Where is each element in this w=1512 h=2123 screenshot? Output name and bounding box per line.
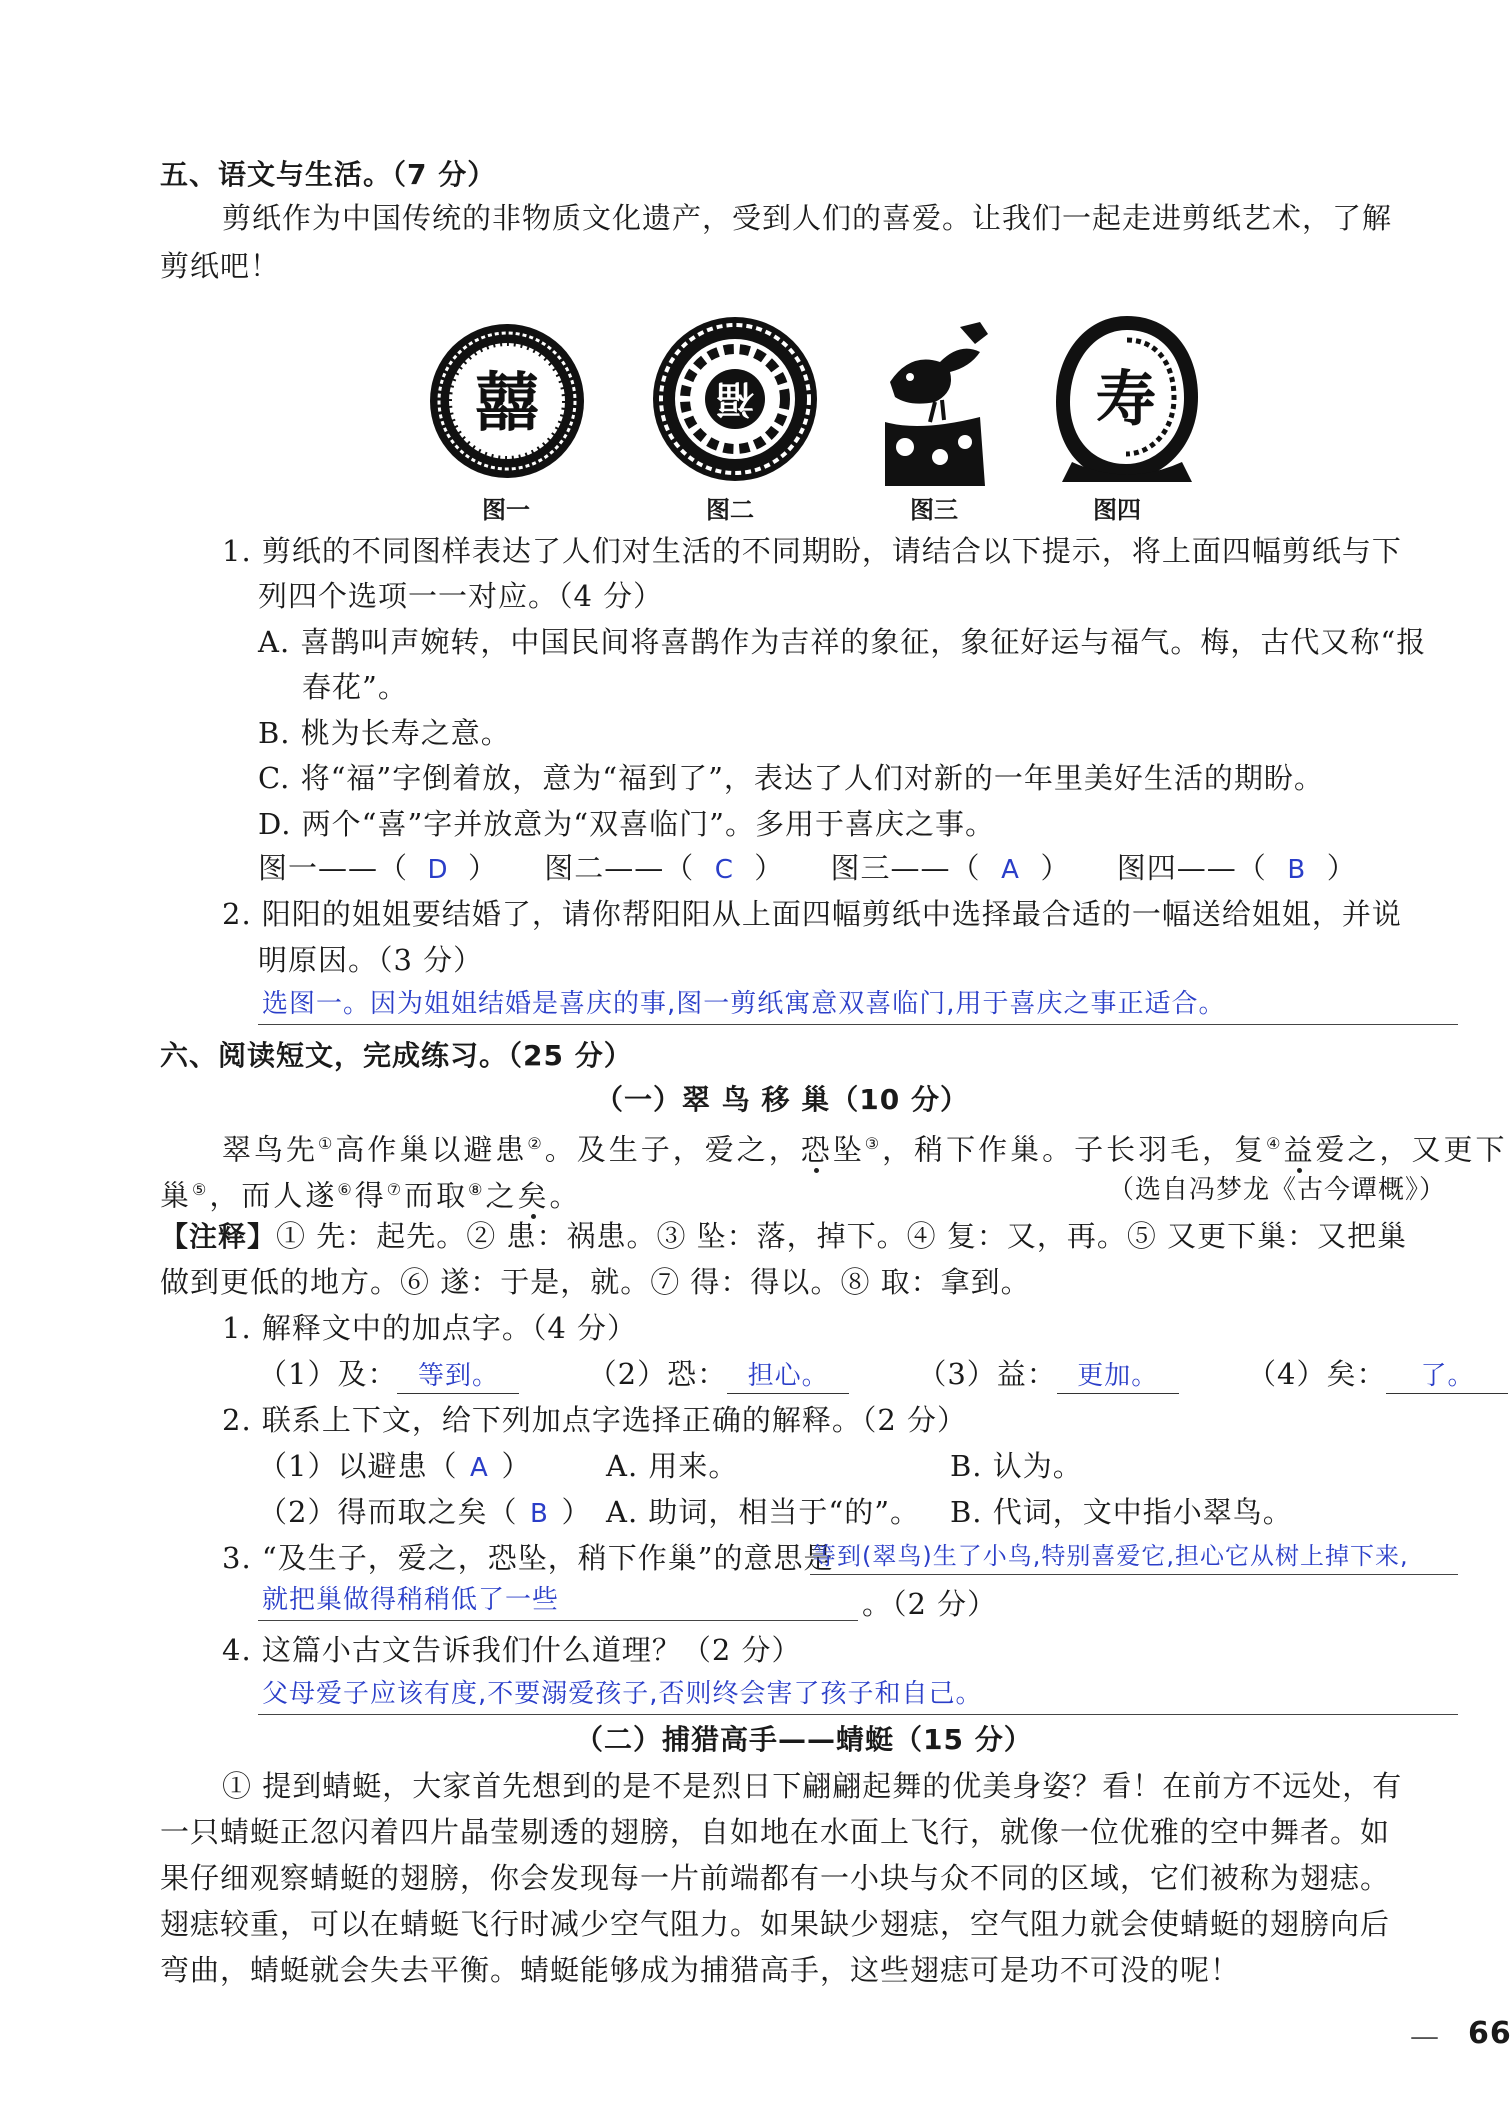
match-4: 图四——（ B ） — [1117, 851, 1357, 885]
s6-q2-row2-optB: B. 代词，文中指小翠鸟。 — [950, 1495, 1293, 1529]
section5-intro-line1: 剪纸作为中国传统的非物质文化遗产，受到人们的喜爱。让我们一起走进剪纸艺术，了解 — [222, 201, 1393, 235]
q3-line1 — [810, 1574, 1458, 1575]
s6-q4: 4. 这篇小古文告诉我们什么道理？（2 分） — [222, 1633, 802, 1667]
match-2-answer: C — [714, 855, 734, 885]
notes-label: 【注释】 — [160, 1220, 277, 1253]
passage2-line5: 弯曲，蜻蜓就会失去平衡。蜻蜓能够成为捕猎高手，这些翅痣可是功不可没的呢！ — [160, 1953, 1241, 1987]
option-a-line2: 春花”。 — [302, 670, 408, 704]
match-1-answer: D — [427, 855, 449, 885]
passage1-title: （一）翠 鸟 移 巢（10 分） — [595, 1083, 969, 1116]
shou-char: 寿 — [1096, 365, 1156, 435]
q2-answer-1: A — [470, 1453, 489, 1483]
passage2-title: （二）捕猎高手——蜻蜓（15 分） — [575, 1723, 1033, 1756]
caption-4: 图四 — [1093, 496, 1141, 524]
q1-blank-1[interactable]: 等到。 — [397, 1359, 519, 1394]
passage2-line4: 翅痣较重，可以在蜻蜓飞行时减少空气阻力。如果缺少翅痣，空气阻力就会使蜻蜓的翅膀向后 — [160, 1907, 1391, 1941]
passage2-line2: 一只蜻蜓正忽闪着四片晶莹剔透的翅膀，自如地在水面上飞行，就像一位优雅的空中舞者。如 — [160, 1815, 1391, 1849]
passage1-line1: 翠鸟先①高作巢以避患②。及生子，爱之，恐坠③，稍下作巢。子长羽毛，复④益爱之，又更下 — [222, 1132, 1508, 1167]
page-number: 66 — [1468, 2016, 1512, 2051]
answer-line — [258, 1024, 1458, 1025]
notes-line2: 做到更低的地方。⑥ 遂：于是，就。⑦ 得：得以。⑧ 取：拿到。 — [160, 1265, 1031, 1299]
s6-q2-row2-optA: A. 助词，相当于“的”。 — [606, 1495, 921, 1529]
papercut-image-1 — [428, 322, 586, 480]
s5-q1-line1: 1. 剪纸的不同图样表达了人们对生活的不同期盼，请结合以下提示，将上面四幅剪纸与下 — [222, 534, 1402, 568]
q1-blank-4[interactable]: 了。 — [1386, 1359, 1508, 1394]
passage2-line3: 果仔细观察蜻蜓的翅膀，你会发现每一片前端都有一小块与众不同的区域，它们被称为翅痣。 — [160, 1861, 1391, 1895]
option-c: C. 将“福”字倒着放，意为“福到了”，表达了人们对新的一年里美好生活的期盼。 — [258, 761, 1324, 795]
option-b: B. 桃为长寿之意。 — [258, 716, 511, 750]
s6-q3-points: 。（2 分） — [862, 1587, 998, 1621]
s6-q3-answer2: 就把巢做得稍稍低了一些 — [262, 1585, 560, 1615]
option-a-line1: A. 喜鹊叫声婉转，中国民间将喜鹊作为吉祥的象征，象征好运与福气。梅，古代又称“报 — [258, 625, 1427, 659]
section5-intro-line2: 剪纸吧！ — [160, 249, 281, 283]
s5-q2-line1: 2. 阳阳的姐姐要结婚了，请你帮阳阳从上面四幅剪纸中选择最合适的一幅送给姐姐，并说 — [222, 897, 1402, 931]
match-4-answer: B — [1287, 855, 1307, 885]
q4-line — [258, 1714, 1458, 1715]
papercut-image-2 — [650, 314, 820, 484]
s6-q1-row: （1）及： 等到。 （2）恐： 担心。 （3）益： 更加。 （4）矣： 了。 — [258, 1354, 1508, 1394]
match-1: 图一——（ D ） — [258, 851, 498, 885]
caption-3: 图三 — [910, 496, 958, 524]
q1-blank-2[interactable]: 担心。 — [727, 1359, 849, 1394]
s6-q3-answer1: 等到(翠鸟)生了小鸟,特别喜爱它,担心它从树上掉下来, — [812, 1542, 1409, 1570]
s6-q2-row1-optB: B. 认为。 — [950, 1449, 1083, 1483]
match-row — [258, 848, 1357, 890]
papercut-image-3 — [880, 322, 992, 486]
s6-q2: 2. 联系上下文，给下列加点字选择正确的解释。（2 分） — [222, 1403, 968, 1437]
s6-q1: 1. 解释文中的加点字。（4 分） — [222, 1311, 638, 1345]
papercut-image-4 — [1052, 312, 1202, 484]
caption-1: 图一 — [482, 496, 530, 524]
match-3-answer: A — [1001, 855, 1020, 885]
s6-q2-row1-optA: A. 用来。 — [606, 1449, 739, 1483]
passage2-line1: ① 提到蜻蜓，大家首先想到的是不是烈日下翩翩起舞的优美身姿？看！在前方不远处，有 — [222, 1769, 1403, 1803]
fu-char: 福 — [715, 377, 755, 421]
passage1-source: （选自冯梦龙《古今谭概》） — [1108, 1175, 1447, 1205]
s6-q2-row1: （1）以避患（ A ） — [258, 1446, 531, 1488]
section5-title: 五、语文与生活。（7 分） — [160, 158, 497, 191]
q2-answer-2: B — [530, 1499, 549, 1529]
q1-blank-3[interactable]: 更加。 — [1057, 1359, 1179, 1394]
match-3: 图三——（ A ） — [831, 851, 1071, 885]
caption-2: 图二 — [706, 496, 754, 524]
s5-q1-line2: 列四个选项一一对应。（4 分） — [258, 579, 664, 613]
s6-q3: 3. “及生子，爱之，恐坠，稍下作巢”的意思是 — [222, 1541, 834, 1575]
s6-q2-row2: （2）得而取之矣（ B ） — [258, 1492, 591, 1534]
double-happiness-char: 囍 — [475, 367, 539, 441]
notes-line1: 【注释】① 先：起先。② 患：祸患。③ 坠：落，掉下。④ 复：又，再。⑤ 又更下巢：又把巢 — [160, 1219, 1408, 1253]
option-d: D. 两个“喜”字并放意为“双喜临门”。多用于喜庆之事。 — [258, 807, 995, 841]
match-2: 图二——（ C ） — [544, 851, 784, 885]
section6-title: 六、阅读短文，完成练习。（25 分） — [160, 1039, 633, 1072]
s6-q4-answer: 父母爱子应该有度,不要溺爱孩子,否则终会害了孩子和自己。 — [262, 1679, 983, 1709]
s5-q2-answer: 选图一。因为姐姐结婚是喜庆的事,图一剪纸寓意双喜临门,用于喜庆之事正适合。 — [262, 989, 1226, 1019]
page-dash: — — [1410, 2019, 1440, 2053]
passage1-line2: 巢⑤，而人遂⑥得⑦而取⑧之矣。 — [160, 1178, 582, 1213]
q3-line2 — [258, 1620, 858, 1621]
s5-q2-line2: 明原因。（3 分） — [258, 943, 484, 977]
